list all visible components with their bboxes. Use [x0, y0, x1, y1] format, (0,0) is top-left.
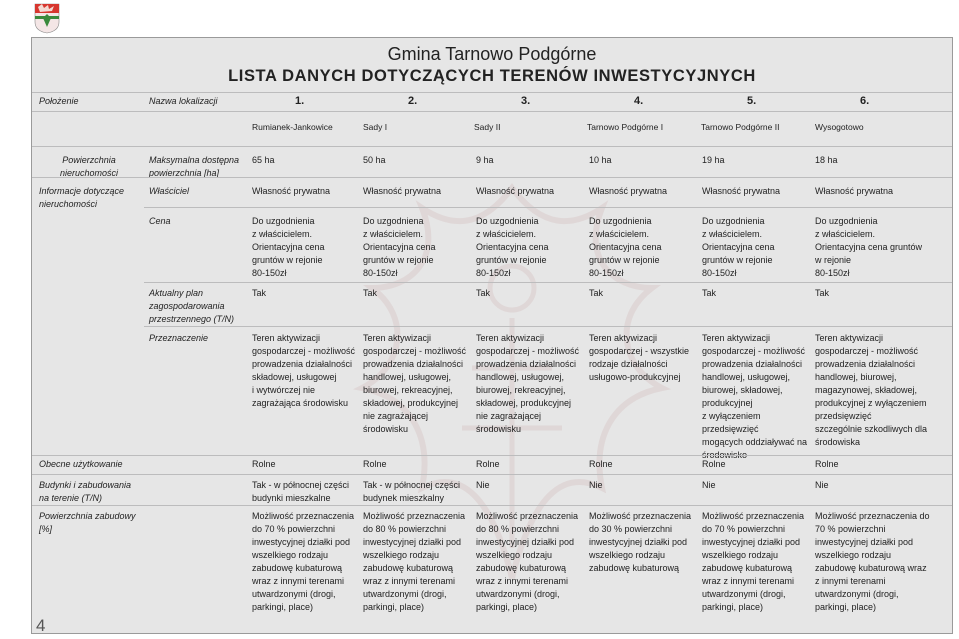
builtup-line: Możliwość przeznaczenia [589, 511, 692, 521]
builtup-line: parkingi, place) [476, 602, 538, 612]
document-subtitle: LISTA DANYCH DOTYCZĄCYCH TERENÓW INWESTYCYJNYCH [228, 67, 756, 85]
purpose-line: prowadzenia działalności [363, 359, 464, 369]
price-line: 80-150zł [363, 268, 398, 278]
price-line: gruntów w rejonie [363, 255, 434, 265]
purpose-line: handlowej, usługowej, [363, 372, 452, 382]
purpose-cell [476, 332, 584, 436]
purpose-line: nie zagrażającej [476, 411, 542, 421]
plan-value: Tak [589, 288, 604, 298]
purpose-line: gospodarczej - wszystkie [589, 346, 690, 356]
row-sublabel-purpose: Przeznaczenie [149, 333, 209, 343]
builtup-cell [363, 510, 471, 614]
document-frame [31, 37, 953, 634]
price-line: Orientacyjna cena [252, 242, 325, 252]
current-use-value: Rolne [476, 459, 500, 469]
site-name: Sady II [474, 122, 501, 132]
row-rule [144, 326, 952, 327]
row-sublabel-plan: Aktualny plan zagospodarowania przestrzennego (T/N) [149, 288, 235, 324]
price-cell [363, 215, 469, 280]
owner-value: Własność prywatna [363, 186, 442, 196]
col-header-polozenie: Położenie [39, 96, 79, 106]
builtup-line: zabudowę kubaturową [363, 563, 454, 573]
builtup-line: wraz z innymi terenami [363, 576, 456, 586]
row-rule [32, 455, 952, 456]
builtup-line: Możliwość przeznaczenia do [815, 511, 930, 521]
builtup-line: inwestycyjnej działki pod [815, 537, 914, 547]
price-line: gruntów w rejonie [476, 255, 547, 265]
builtup-line: 70 % powierzchni [815, 524, 886, 534]
builtup-line: Możliwość przeznaczenia [476, 511, 579, 521]
row-sublabel-owner: Właściciel [149, 186, 190, 196]
purpose-line: gospodarczej - możliwość [815, 346, 919, 356]
plan-value: Tak [363, 288, 378, 298]
site-number: 6. [860, 95, 870, 107]
purpose-cell [589, 332, 697, 384]
price-cell [476, 215, 582, 280]
purpose-line: usługowo-produkcyjnej [589, 372, 681, 382]
row-rule [144, 282, 952, 283]
purpose-line: zagrażająca środowisku [252, 398, 349, 408]
area-value: 19 ha [702, 155, 725, 165]
site-number: 3. [521, 95, 531, 107]
purpose-cell [815, 332, 947, 449]
buildings-line: budynki mieszkalne [252, 493, 331, 503]
builtup-line: inwestycyjnej działki pod [589, 537, 688, 547]
buildings-cell [363, 479, 471, 505]
current-use-value: Rolne [363, 459, 387, 469]
purpose-line: środowisko [702, 450, 748, 460]
site-name: Tarnowo Podgórne I [587, 122, 664, 132]
owner-value: Własność prywatna [589, 186, 668, 196]
purpose-line: środowisku [476, 424, 522, 434]
purpose-line: Teren aktywizacji [815, 333, 884, 343]
price-line: Orientacyjna cena [476, 242, 549, 252]
purpose-line: z wyłączeniem [702, 411, 761, 421]
price-line: Do uzgodnienia [589, 216, 652, 226]
builtup-line: zabudowę kubaturową [589, 563, 680, 573]
owner-value: Własność prywatna [702, 186, 781, 196]
purpose-line: produkcyjnej [702, 398, 753, 408]
row-rule [32, 146, 952, 147]
purpose-line: gospodarczej - możliwość [702, 346, 806, 356]
purpose-line: handlowej, usługowej, [476, 372, 565, 382]
owner-value: Własność prywatna [476, 186, 555, 196]
price-cell [589, 215, 695, 280]
price-line: Orientacyjna cena [363, 242, 436, 252]
price-line: w rejonie [815, 255, 852, 265]
builtup-line: wraz z innymi terenami [252, 576, 345, 586]
builtup-line: wszelkiego rodzaju [815, 550, 892, 560]
purpose-line: gospodarczej - możliwość [476, 346, 580, 356]
builtup-line: wszelkiego rodzaju [476, 550, 553, 560]
purpose-line: środowisku [363, 424, 409, 434]
purpose-cell [252, 332, 360, 410]
purpose-line: biurowej, rekreacyjnej, [476, 385, 566, 395]
purpose-cell [363, 332, 471, 436]
builtup-line: do 30 % powierzchni [589, 524, 673, 534]
purpose-line: przedsięwzięć [702, 424, 759, 434]
builtup-line: utwardzonymi (drogi, [476, 589, 560, 599]
builtup-line: utwardzonymi (drogi, [363, 589, 447, 599]
buildings-value: Nie [815, 480, 829, 490]
builtup-line: zabudowę kubaturową wraz [815, 563, 927, 573]
purpose-line: produkcyjnej z wyłączeniem [815, 398, 927, 408]
plan-value: Tak [476, 288, 491, 298]
builtup-line: utwardzonymi (drogi, [702, 589, 786, 599]
coat-of-arms-logo [34, 3, 60, 34]
row-label-current-use: Obecne użytkowanie [39, 459, 123, 469]
plan-value: Tak [702, 288, 717, 298]
purpose-line: prowadzenia działalności [815, 359, 916, 369]
row-sublabel-price: Cena [149, 216, 171, 226]
price-line: 80-150zł [252, 268, 287, 278]
builtup-line: Możliwość przeznaczenia [702, 511, 805, 521]
price-line: z właścicielem. [476, 229, 537, 239]
area-value: 50 ha [363, 155, 386, 165]
purpose-line: gospodarczej - możliwość [363, 346, 467, 356]
purpose-line: prowadzenia działalności [252, 359, 353, 369]
price-line: 80-150zł [476, 268, 511, 278]
builtup-line: utwardzonymi (drogi, [252, 589, 336, 599]
builtup-line: parkingi, place) [252, 602, 314, 612]
purpose-line: składowej, usługowej [252, 372, 337, 382]
purpose-line: składowej, produkcyjnej [363, 398, 459, 408]
row-sublabel-area: Maksymalna dostępna powierzchnia [ha] [149, 155, 240, 178]
builtup-line: do 70 % powierzchni [702, 524, 786, 534]
purpose-line: Teren aktywizacji [589, 333, 658, 343]
purpose-line: biurowej, składowej, [702, 385, 783, 395]
plan-value: Tak [815, 288, 830, 298]
purpose-line: Teren aktywizacji [702, 333, 771, 343]
area-value: 18 ha [815, 155, 838, 165]
price-line: 80-150zł [702, 268, 737, 278]
owner-value: Własność prywatna [815, 186, 894, 196]
builtup-cell [815, 510, 947, 614]
price-line: Orientacyjna cena [589, 242, 662, 252]
builtup-line: do 80 % powierzchni [363, 524, 447, 534]
price-line: Do uzgodnienia [815, 216, 878, 226]
price-line: z właścicielem. [363, 229, 424, 239]
site-number: 1. [295, 95, 305, 107]
price-line: 80-150zł [815, 268, 850, 278]
builtup-line: wraz z innymi terenami [476, 576, 569, 586]
purpose-line: składowej, produkcyjnej [476, 398, 572, 408]
purpose-line: magazynowej, składowej, [815, 385, 918, 395]
site-number: 5. [747, 95, 757, 107]
builtup-line: zabudowę kubaturową [702, 563, 793, 573]
price-cell [252, 215, 358, 280]
area-value: 10 ha [589, 155, 612, 165]
col-header-nazwa: Nazwa lokalizacji [149, 96, 218, 106]
current-use-value: Rolne [702, 459, 726, 469]
builtup-line: do 70 % powierzchni [252, 524, 336, 534]
purpose-line: biurowej, rekreacyjnej, [363, 385, 453, 395]
area-value: 65 ha [252, 155, 275, 165]
site-number: 2. [408, 95, 418, 107]
builtup-line: Możliwość przeznaczenia [252, 511, 355, 521]
site-number: 4. [634, 95, 644, 107]
buildings-cell [252, 479, 360, 505]
price-line: Do uzgodnienia [476, 216, 539, 226]
purpose-line: przedsięwzięć [815, 411, 872, 421]
buildings-line: Tak - w północnej części [252, 480, 350, 490]
builtup-line: inwestycyjnej działki pod [476, 537, 575, 547]
builtup-cell [476, 510, 584, 614]
row-rule [32, 505, 952, 506]
row-rule [32, 111, 952, 112]
price-line: gruntów w rejonie [702, 255, 773, 265]
price-line: z właścicielem. [252, 229, 313, 239]
builtup-line: utwardzonymi (drogi, [815, 589, 899, 599]
purpose-line: środowiska [815, 437, 861, 447]
purpose-line: Teren aktywizacji [476, 333, 545, 343]
price-cell [815, 215, 945, 280]
builtup-line: parkingi, place) [702, 602, 764, 612]
buildings-line: Tak - w północnej części [363, 480, 461, 490]
current-use-value: Rolne [589, 459, 613, 469]
builtup-line: do 80 % powierzchni [476, 524, 560, 534]
site-name: Tarnowo Podgórne II [701, 122, 780, 132]
title-block [32, 38, 952, 92]
site-name: Sady I [363, 122, 388, 132]
purpose-line: gospodarczej - możliwość [252, 346, 356, 356]
builtup-line: z innymi terenami [815, 576, 886, 586]
builtup-line: wszelkiego rodzaju [363, 550, 440, 560]
purpose-line: Teren aktywizacji [363, 333, 432, 343]
builtup-cell [589, 510, 697, 575]
purpose-line: szczególnie szkodliwych dla [815, 424, 928, 434]
price-line: Do uzgodniena [363, 216, 424, 226]
buildings-value: Nie [702, 480, 716, 490]
purpose-cell [702, 332, 810, 462]
buildings-line: budynek mieszkalny [363, 493, 445, 503]
row-label-area: Powierzchnia nieruchomości [59, 155, 119, 178]
builtup-line: inwestycyjnej działki pod [363, 537, 462, 547]
builtup-cell [702, 510, 810, 614]
header-rule [32, 92, 952, 93]
price-line: 80-150zł [589, 268, 624, 278]
purpose-line: Teren aktywizacji [252, 333, 321, 343]
page-number: 4 [36, 616, 46, 635]
row-rule [32, 177, 952, 178]
document-title: Gmina Tarnowo Podgórne [387, 44, 597, 64]
buildings-value: Nie [589, 480, 603, 490]
builtup-line: wszelkiego rodzaju [702, 550, 779, 560]
buildings-value: Nie [476, 480, 490, 490]
builtup-line: wraz z innymi terenami [702, 576, 795, 586]
row-rule [32, 474, 952, 475]
builtup-cell [252, 510, 360, 614]
purpose-line: mogących oddziaływać na [702, 437, 808, 447]
price-line: z właścicielem. [815, 229, 876, 239]
plan-value: Tak [252, 288, 267, 298]
builtup-line: Możliwość przeznaczenia [363, 511, 466, 521]
price-line: gruntów w rejonie [252, 255, 323, 265]
price-line: z właścicielem. [589, 229, 650, 239]
builtup-line: zabudowę kubaturową [252, 563, 343, 573]
purpose-line: rodzaje działalności [589, 359, 668, 369]
builtup-line: wszelkiego rodzaju [252, 550, 329, 560]
purpose-line: i wytwórczej nie [252, 385, 316, 395]
current-use-value: Rolne [252, 459, 276, 469]
builtup-line: zabudowę kubaturową [476, 563, 567, 573]
current-use-value: Rolne [815, 459, 839, 469]
owner-value: Własność prywatna [252, 186, 331, 196]
purpose-line: nie zagrażającej [363, 411, 429, 421]
price-line: z właścicielem. [702, 229, 763, 239]
builtup-line: inwestycyjnej działki pod [252, 537, 351, 547]
price-line: Do uzgodnienia [252, 216, 315, 226]
row-label-buildings: Budynki i zabudowania na terenie (T/N) [39, 480, 132, 503]
site-name: Wysogotowo [815, 122, 864, 132]
price-cell [702, 215, 808, 280]
price-line: Orientacyjna cena [702, 242, 775, 252]
builtup-line: inwestycyjnej działki pod [702, 537, 801, 547]
row-rule [144, 207, 952, 208]
price-line: Do uzgodnienia [702, 216, 765, 226]
row-label-builtup: Powierzchnia zabudowy [%] [39, 511, 136, 534]
builtup-line: parkingi, place) [815, 602, 877, 612]
row-label-owner: Informacje dotyczące nieruchomości [39, 186, 125, 209]
builtup-line: parkingi, place) [363, 602, 425, 612]
site-name: Rumianek-Jankowice [252, 122, 333, 132]
price-line: Orientacyjna cena gruntów [815, 242, 923, 252]
builtup-line: wszelkiego rodzaju [589, 550, 666, 560]
purpose-line: handlowej, biurowej, [815, 372, 897, 382]
purpose-line: handlowej, usługowej, [702, 372, 791, 382]
purpose-line: prowadzenia działalności [702, 359, 803, 369]
area-value: 9 ha [476, 155, 494, 165]
price-line: gruntów w rejonie [589, 255, 660, 265]
purpose-line: prowadzenia działalności [476, 359, 577, 369]
